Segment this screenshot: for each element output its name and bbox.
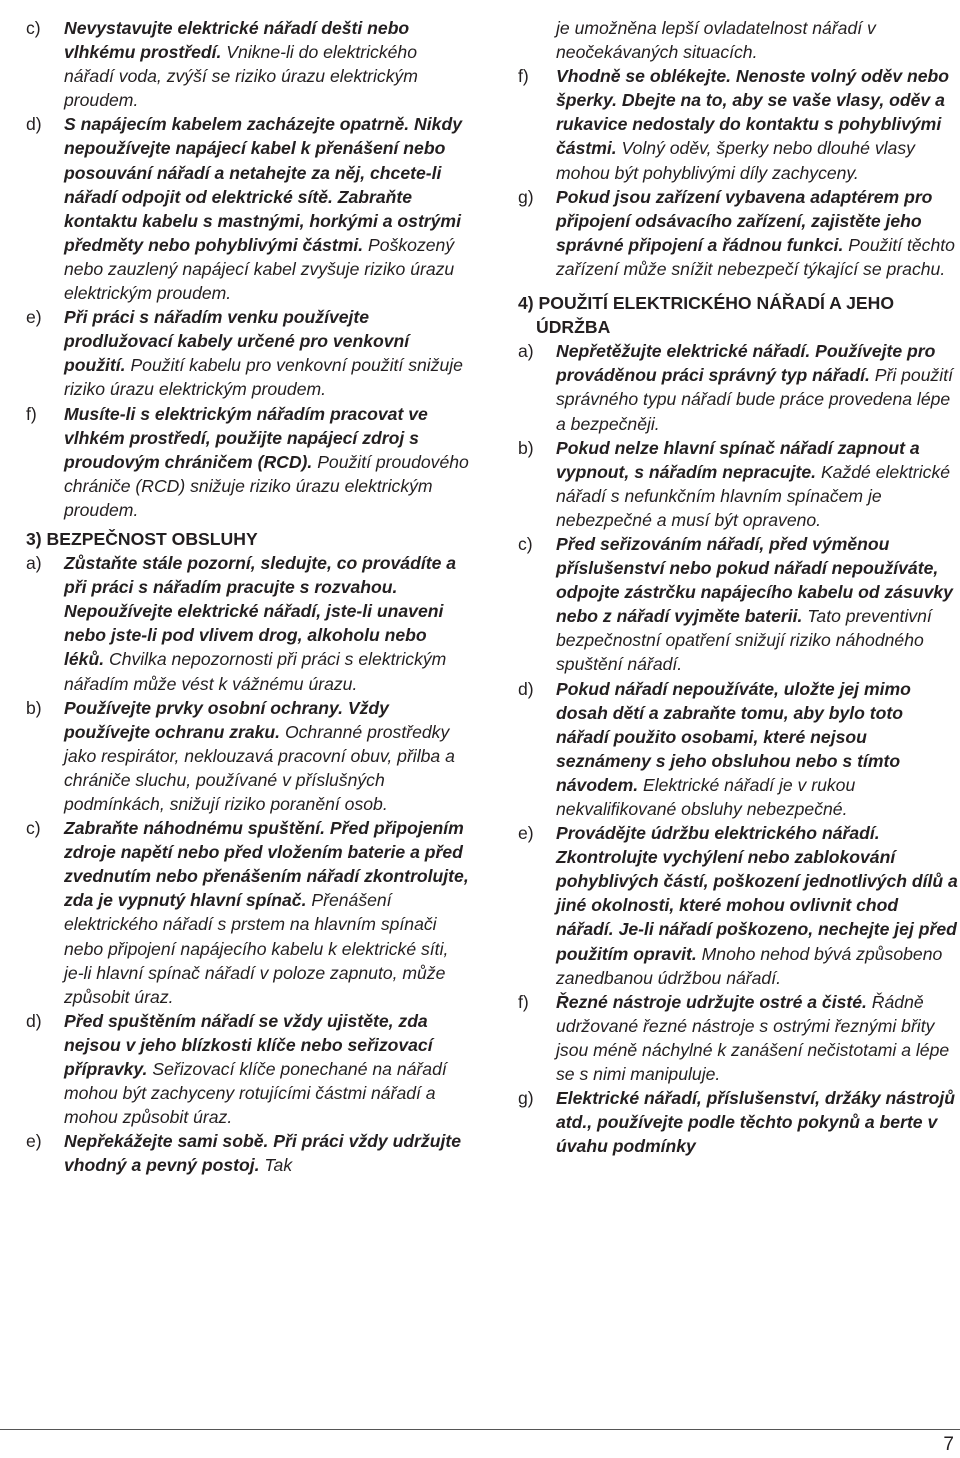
right-column (518, 16, 958, 1158)
item-text: Vniknе-li do elektrického nářadí voda, zvýší se riziko úrazu elektrickým proudem. (64, 42, 418, 111)
list-item (26, 816, 471, 1009)
item-text: Použití proudového chrániče (RCD) snižuje riziko úrazu elektrickým proudem. (64, 451, 469, 520)
list-item (518, 1086, 958, 1158)
item-text: Řádně udržované řezné nástroje s ostrými řeznými břity jsou méně náchylné k zanášení nečistotami a lépe se s nimi manipuluje. (556, 991, 950, 1085)
item-label: c) (518, 533, 533, 554)
continued-text: je umožněna lepší ovladatelnost nářadí v neočekávaných situacích. (556, 18, 876, 63)
item-bold-text: Pokud jsou zařízení vybavena adaptérem pro připojení odsávacího zařízení, zajistěte jeho správné připojení a řádnou funkci. (556, 186, 933, 255)
item-bold-text: Před seřizováním nářadí, před výměnou příslušenství nebo pokud nářadí nepoužíváte, odpojte zástrčku napájecího kabelu od zásuvky nebo z nářadí vyjměte baterii. (556, 533, 953, 627)
item-bold-text: Před spuštěním nářadí se vždy ujistěte, zda nejsou v jeho blízkosti klíče nebo seřizovací přípravky. (64, 1010, 433, 1080)
item-text: Při použití správného typu nářadí bude práce provedena lépe a bezpečněji. (556, 365, 953, 434)
item-text: Chvilka nepozornosti při práci s elektrickým nářadím může vést k vážnému úrazu. (64, 649, 447, 694)
list-item (518, 532, 958, 677)
list-item (518, 339, 958, 435)
list-item (26, 1009, 471, 1129)
item-label: d) (26, 1010, 42, 1031)
list-item (26, 16, 471, 112)
section-heading: 4) POUŽITÍ ELEKTRICKÉHO NÁŘADÍ A JEHO ÚDRŽBA (518, 293, 895, 338)
item-text: Mnoho nehod bývá způsobeno zanedbanou údržbou nářadí. (556, 943, 943, 988)
item-text: Volný oděv, šperky nebo dlouhé vlasy mohou být pohyblivými díly zachyceny. (556, 138, 915, 183)
item-label: c) (26, 818, 41, 839)
item-label: e) (26, 307, 42, 328)
item-text: Každé elektrické nářadí s nefunkčním hlavním spínačem je nebezpečné a musí být opraveno. (556, 461, 951, 530)
item-label: f) (518, 991, 529, 1012)
list-item (26, 1129, 471, 1177)
item-label: f) (518, 66, 529, 87)
item-bold-text: Pokud nářadí nepoužíváte, uložte jej mimo dosah dětí a zabraňte tomu, aby bylo toto nářadí použito osobami, které nejsou seznámeny s jeho obsluhou nebo s tímto návodem. (556, 678, 911, 795)
item-bold-text: Při práci s nářadím venku používejte prodlužovací kabely určené pro venkovní použití. (64, 307, 410, 376)
item-label: b) (518, 437, 534, 458)
list-item (26, 551, 471, 696)
item-label: b) (26, 697, 42, 718)
list-item (518, 821, 958, 990)
page-number: 7 (943, 1434, 954, 1455)
item-text: Elektrické nářadí je v rukou nekvalifikované obsluhy nebezpečné. (556, 774, 856, 819)
item-bold-text: Vhodně se oblékejte. Nenoste volný oděv nebo šperky. Dbejte na to, aby se vaše vlasy, oděv a rukavice nedostaly do kontaktu s pohyblivými částmi. (556, 66, 950, 159)
item-bold-text: Nepřekážejte sami sobě. Při práci vždy udržujte vhodný a pevný postoj. (64, 1131, 461, 1176)
item-label: d) (26, 114, 42, 135)
item-bold-text: Pokud nelze hlavní spínač nářadí zapnout a vypnout, s nářadím nepracujte. (556, 437, 920, 482)
item-bold-text: Používejte prvky osobní ochrany. Vždy používejte ochranu zraku. (64, 697, 389, 742)
item-label: a) (26, 553, 42, 574)
list-item (518, 436, 958, 532)
list-item (26, 112, 471, 305)
item-label: c) (26, 18, 41, 38)
item-label: a) (518, 341, 534, 362)
item-text: Tato preventivní bezpečnostní opatření snižují riziko náhodného spuštění nářadí. (556, 606, 932, 675)
item-bold-text: Řezné nástroje udržujte ostré a čisté. (556, 991, 867, 1012)
list-item (518, 677, 958, 822)
item-text: Použití kabelu pro venkovní použití snižuje riziko úrazu elektrickým proudem. (64, 355, 463, 400)
section-heading: 3) BEZPEČNOST OBSLUHY (26, 528, 258, 549)
item-text: Seřizovací klíče ponechané na nářadí mohou být zachyceny rotujícími částmi nářadí a mohou způsobit úraz. (64, 1059, 447, 1128)
item-label: e) (518, 823, 534, 844)
list-item (518, 185, 958, 281)
item-bold-text: Zůstaňte stále pozorní, sledujte, co provádíte a při práci s nářadím pracujte s rozvahou. Nepoužívejte elektrické nářadí, jste-li unaveni nebo jste-li pod vlivem drog, alkoholu nebo léků. (64, 553, 457, 670)
item-label: f) (26, 403, 37, 424)
footer-divider (0, 1429, 960, 1430)
item-label: g) (518, 1088, 534, 1109)
item-bold-text: Provádějte údržbu elektrického nářadí. Zkontrolujte vychýlení nebo zablokování pohyblivých částí, poškození jednotlivých dílů a jiné okolnosti, které mohou ovlivnit chod nářadí. Je-li nářadí poškozeno, nechejte jej před použitím opravit. (556, 823, 958, 964)
item-bold-text: Nepřetěžujte elektrické nářadí. Používejte pro prováděnou práci správný typ nářadí. (556, 341, 936, 386)
item-bold-text: Nevystavujte elektrické nářadí dešti nebo vlhkému prostředí. (64, 18, 410, 63)
list-item (26, 305, 471, 401)
item-bold-text: S napájecím kabelem zacházejte opatrně. Nikdy nepoužívejte napájecí kabel k přenášení nebo posouvání nářadí a netahejte za něj, chcete-li nářadí odpojit od elektrické sítě. Zabraňte kontaktu kabelu s mastnými, horkými a ostrými předměty nebo pohyblivými částmi. (64, 114, 462, 255)
item-text: Ochranné prostředky jako respirátor, neklouzavá pracovní obuv, přilba a chrániče sluchu, používané v příslušných podmínkách, snižují riziko poranění osob. (64, 721, 455, 814)
item-label: e) (26, 1131, 42, 1152)
item-label: d) (518, 678, 534, 699)
item-bold-text: Zabraňte náhodnému spuštění. Před připojením zdroje napětí nebo před vložením baterie a před zvednutím nebo přenášením nářadí zkontrolujte, zda je vypnutý hlavní spínač. (64, 818, 469, 911)
list-item (26, 696, 471, 816)
item-label: g) (518, 186, 534, 207)
list-item (518, 990, 958, 1086)
item-text: Poškozený nebo zauzlený napájecí kabel zvyšuje riziko úrazu elektrickým proudem. (64, 234, 455, 304)
item-bold-text: Musíte-li s elektrickým nářadím pracovat ve vlhkém prostředí, použijte napájecí zdroj s proudovým chráničem (RCD). (64, 403, 428, 472)
item-text: Použití těchto zařízení může snížit nebezpečí týkající se prachu. (556, 234, 955, 279)
left-column (26, 16, 471, 1178)
list-item (518, 64, 958, 184)
item-bold-text: Elektrické nářadí, příslušenství, držáky nástrojů atd., používejte podle těchto pokynů a berte v úvahu podmínky (556, 1088, 955, 1157)
item-text: Tak (259, 1155, 293, 1176)
item-text: Přenášení elektrického nářadí s prstem na hlavním spínači nebo připojení napájecího kabelu k elektrické síti, je-li hlavní spínač nářadí v poloze zapnuto, může způsobit úraz. (64, 890, 449, 1007)
list-item (26, 402, 471, 522)
